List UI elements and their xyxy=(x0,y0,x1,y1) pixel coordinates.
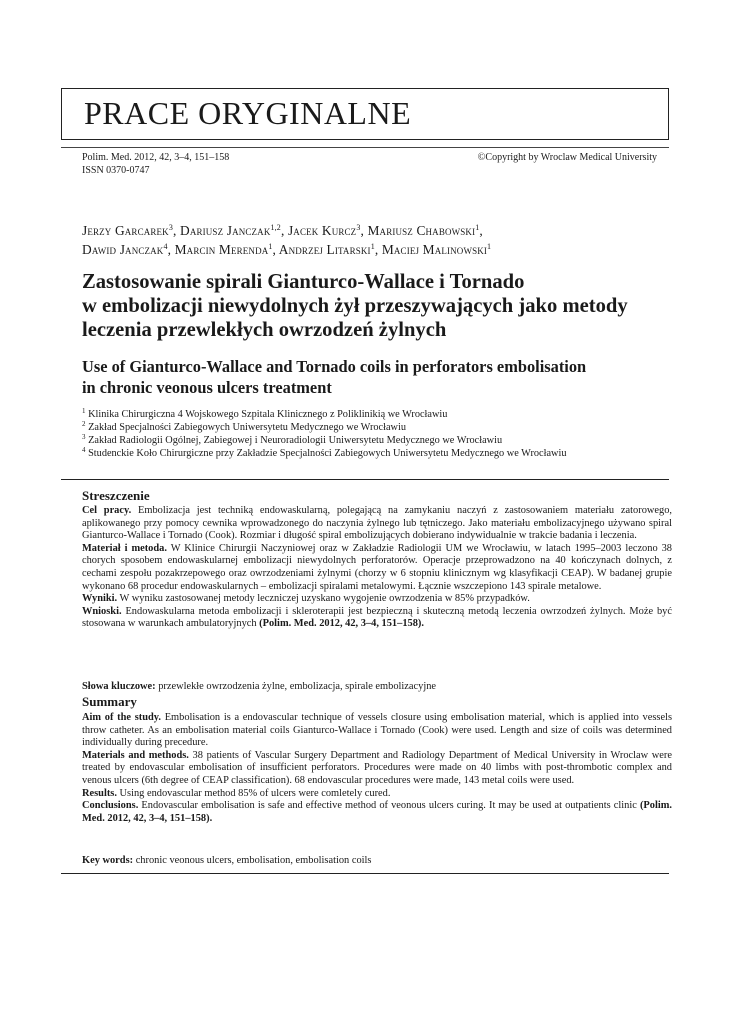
article-title-polish xyxy=(82,270,672,342)
author-affiliation: 3 xyxy=(168,223,173,232)
abstract-top-rule xyxy=(61,479,669,480)
title-line: in chronic veonous ulcers treatment xyxy=(82,378,332,397)
slowa-kluczowe xyxy=(82,681,672,694)
paragraph-text: Using endovascular method 85% of ulcers were comletely cured. xyxy=(116,787,391,799)
abstract-paragraph xyxy=(82,712,672,750)
summary-body xyxy=(82,712,672,825)
paragraph-text: Embolizacja jest techniką endowaskularną, polegającą na zamykaniu naczyń z zastosowaniem materiału zatorowego, aplikowanego przy pomocy cewnika wprowadzonego do naczynia żylnego lub tętniczego. Jako materiału embolizacyjnego używano spiral Gianturco-Wallace i Tornado (Cook). Rozmiar i długość spiral embolizujących dobierano indywidualnie w trakcie badania i leczenia. xyxy=(82,505,672,542)
affiliation-text: Klinika Chirurgiczna 4 Wojskowego Szpitala Klinicznego z Poliklinikią we Wrocławiu xyxy=(88,409,448,420)
paragraph-label: Conclusions. xyxy=(82,800,139,812)
author-affiliation: 1 xyxy=(475,223,480,232)
author-separator: , xyxy=(479,223,483,238)
journal-issn: ISSN 0370-0747 xyxy=(82,165,150,176)
paragraph-label: Wyniki. xyxy=(82,593,118,605)
paragraph-label: Wnioski. xyxy=(82,605,122,617)
author-separator: , xyxy=(272,242,279,257)
abstract-bottom-rule xyxy=(61,873,669,874)
paragraph-text: Embolisation is a endovascular technique of vessels closure using embolisation material, which is applied into vessels throw catheter. As an embolisation material coils Gianturco-Wallace i Tornado (Cook) were used. Length and size of coils was determined individually during precedure. xyxy=(82,712,672,749)
abstract-paragraph xyxy=(82,606,672,631)
author-name: Marcin Merenda xyxy=(174,242,269,257)
author-separator: , xyxy=(374,242,382,257)
author-name: Dariusz Janczak xyxy=(180,223,271,238)
affiliation-list xyxy=(82,408,672,460)
paragraph-label: Cel pracy. xyxy=(82,505,132,516)
author-affiliation: 1 xyxy=(487,242,492,251)
author-name: Jerzy Garcarek xyxy=(82,223,169,238)
keywords-paragraph xyxy=(82,681,672,694)
affiliation-item xyxy=(82,408,672,421)
keywords-paragraph xyxy=(82,855,672,868)
copyright-notice: ©Copyright by Wroclaw Medical University xyxy=(477,152,657,163)
affiliation-number: 3 xyxy=(82,433,86,441)
keywords-label: Słowa kluczowe: xyxy=(82,681,156,692)
paragraph-label: Results. xyxy=(82,787,117,799)
paragraph-label: Materials and methods. xyxy=(82,749,189,761)
affiliation-item xyxy=(82,434,672,447)
author-separator: , xyxy=(167,242,175,257)
keywords-text: chronic veonous ulcers, embolisation, embolisation coils xyxy=(133,855,372,866)
affiliation-number: 2 xyxy=(82,420,86,428)
affiliation-item xyxy=(82,447,672,460)
keywords-text: przewlekłe owrzodzenia żylne, embolizacja, spirale embolizacyjne xyxy=(155,681,437,692)
affiliation-text: Zakład Radiologii Ogólnej, Zabiegowej i Neuroradiologii Uniwersytetu Medycznego we Wrocławiu xyxy=(88,435,503,446)
author-name: Maciej Malinowski xyxy=(381,242,488,257)
author-separator: , xyxy=(173,223,180,238)
affiliation-item xyxy=(82,421,672,434)
author-name: Andrzej Litarski xyxy=(278,242,371,257)
paragraph-text: W wyniku zastosowanej metody leczniczej uzyskano wygojenie owrzodzenia w 85% przypadków. xyxy=(117,593,530,605)
author-name: Jacek Kurcz xyxy=(287,223,357,238)
author-affiliation: 3 xyxy=(356,223,361,232)
title-line: w embolizacji niewydolnych żył przeszywających jako metody xyxy=(82,295,628,317)
title-line: leczenia przewlekłych owrzodzeń żylnych xyxy=(82,319,447,341)
key-words xyxy=(82,855,672,868)
keywords-label: Key words: xyxy=(82,855,134,866)
paragraph-text: 38 patients of Vascular Surgery Department and Radiology Department of Medical University in Wroclaw were treated by endovascular embolisation of insufficient perforators. Procedures were made on 40 limbs with post-thrombotic complex and venous ulcers (6th degree of CEAP classification). 68 endovascular procedures were made, 143 metal coils were used. xyxy=(82,749,672,786)
citation-reference: (Polim. Med. 2012, 42, 3–4, 151–158). xyxy=(82,800,672,824)
affiliation-text: Studenckie Koło Chirurgiczne przy Zakładzie Specjalności Zabiegowych Uniwersytetu Medycznego we Wrocławiu xyxy=(88,448,567,459)
affiliation-number: 1 xyxy=(82,407,86,415)
streszczenie-heading: Streszczenie xyxy=(82,488,150,503)
abstract-paragraph xyxy=(82,800,672,825)
author-affiliation: 4 xyxy=(163,242,168,251)
abstract-paragraph xyxy=(82,505,672,543)
article-title-english xyxy=(82,356,672,398)
abstract-paragraph xyxy=(82,750,672,788)
author-name: Dawid Janczak xyxy=(82,242,164,257)
author-affiliation: 1 xyxy=(370,242,375,251)
title-line: Zastosowanie spirali Gianturco-Wallace i Tornado xyxy=(82,271,525,293)
abstract-paragraph xyxy=(82,788,672,801)
paragraph-text: W Klinice Chirurgii Naczyniowej oraz w Zakładzie Radiologii UM we Wrocławiu, w latach 1995–2003 leczono 38 chorych sposobem endowaskularnej embolizacji niewydolnych perforatorów. Operacje przeprowadzono na 40 kończynach dolnych, z cechami zespołu pozakrzepowego oraz owrzodzeniami żylnymi (chorzy w 6 stopniu klinicznym wg klasyfikacji CEAP). W badanej grupie wykonano 68 procedur endowaskularnych – embolizacji spiralami metalowymi. Łącznie wszczepiono 143 spirale metalowe. xyxy=(82,542,672,592)
author-affiliation: 1,2 xyxy=(270,223,281,232)
paragraph-label: Aim of the study. xyxy=(82,712,161,723)
affiliation-number: 4 xyxy=(82,446,86,454)
section-header-box xyxy=(61,88,669,140)
affiliation-text: Zakład Specjalności Zabiegowych Uniwersytetu Medycznego we Wrocławiu xyxy=(88,422,406,433)
paragraph-label: Materiał i metoda. xyxy=(82,542,167,554)
author-affiliation: 1 xyxy=(268,242,273,251)
citation-reference: (Polim. Med. 2012, 42, 3–4, 151–158). xyxy=(259,618,424,630)
summary-heading: Summary xyxy=(82,694,137,709)
section-title: PRACE ORYGINALNE xyxy=(84,95,412,131)
abstract-paragraph xyxy=(82,593,672,606)
streszczenie-body xyxy=(82,505,672,631)
author-separator: , xyxy=(280,223,288,238)
journal-reference xyxy=(82,151,229,177)
author-name: Mariusz Chabowski xyxy=(367,223,476,238)
author-list xyxy=(82,221,662,259)
paragraph-text: Endowaskularna metoda embolizacji i skleroterapii jest bezpieczną i skuteczną metodą leczenia owrzodzeń żylnych. Może być stosowana w warunkach ambulatoryjnych xyxy=(82,605,672,630)
journal-citation: Polim. Med. 2012, 42, 3–4, 151–158 xyxy=(82,152,230,163)
author-separator: , xyxy=(360,223,368,238)
header-rule xyxy=(61,147,669,148)
paragraph-text: Endovascular embolisation is safe and effective method of veonous ulcers curing. It may be used at outpatients clinic xyxy=(138,800,640,812)
title-line: Use of Gianturco-Wallace and Tornado coils in perforators embolisation xyxy=(82,357,587,376)
abstract-paragraph xyxy=(82,543,672,593)
